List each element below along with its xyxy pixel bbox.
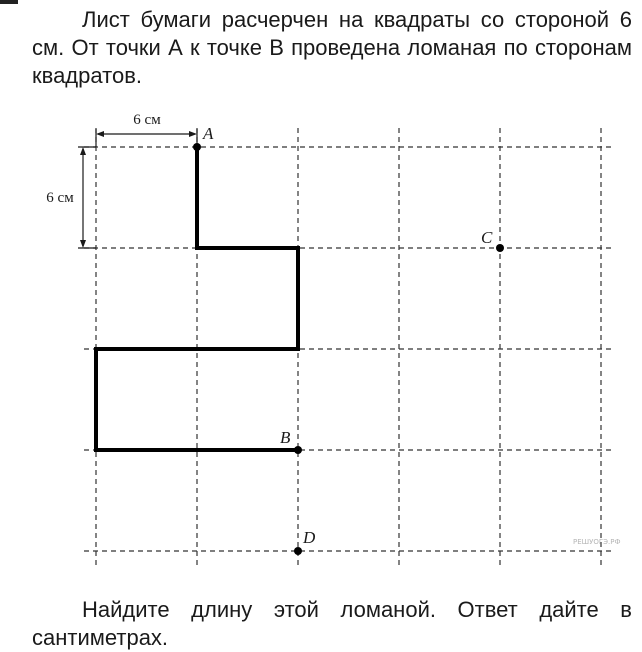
problem-question: Найдите длину этой ломаной. Ответ дайте в сантиметрах.: [32, 597, 632, 650]
height-dimension: [78, 147, 96, 248]
point-d-label: D: [303, 528, 316, 547]
height-dim-label: 6 см: [46, 190, 74, 206]
width-dimension: [96, 129, 197, 147]
point-b-label: B: [280, 428, 291, 447]
height-dim-arrow-top: [80, 147, 86, 155]
point-c-dot: [496, 244, 504, 252]
point-d-dot: [294, 547, 302, 555]
problem-intro-text: Лист бумаги расчерчен на квадраты со стороной 6 см. От точки А к точке В проведена ломаная по сторонам квадратов.: [32, 7, 632, 88]
polyline-a-b: [96, 147, 298, 450]
watermark-text: РЕШУОГЭ.РФ: [573, 538, 621, 546]
height-dim-arrow-bottom: [80, 240, 86, 248]
point-a-label: A: [203, 124, 214, 143]
width-dim-arrow-right: [189, 131, 197, 137]
width-dim-arrow-left: [96, 131, 104, 137]
point-c-label: C: [481, 228, 493, 247]
point-a-dot: [193, 143, 201, 151]
width-dim-label: 6 см: [133, 112, 161, 128]
point-b-dot: [294, 446, 302, 454]
